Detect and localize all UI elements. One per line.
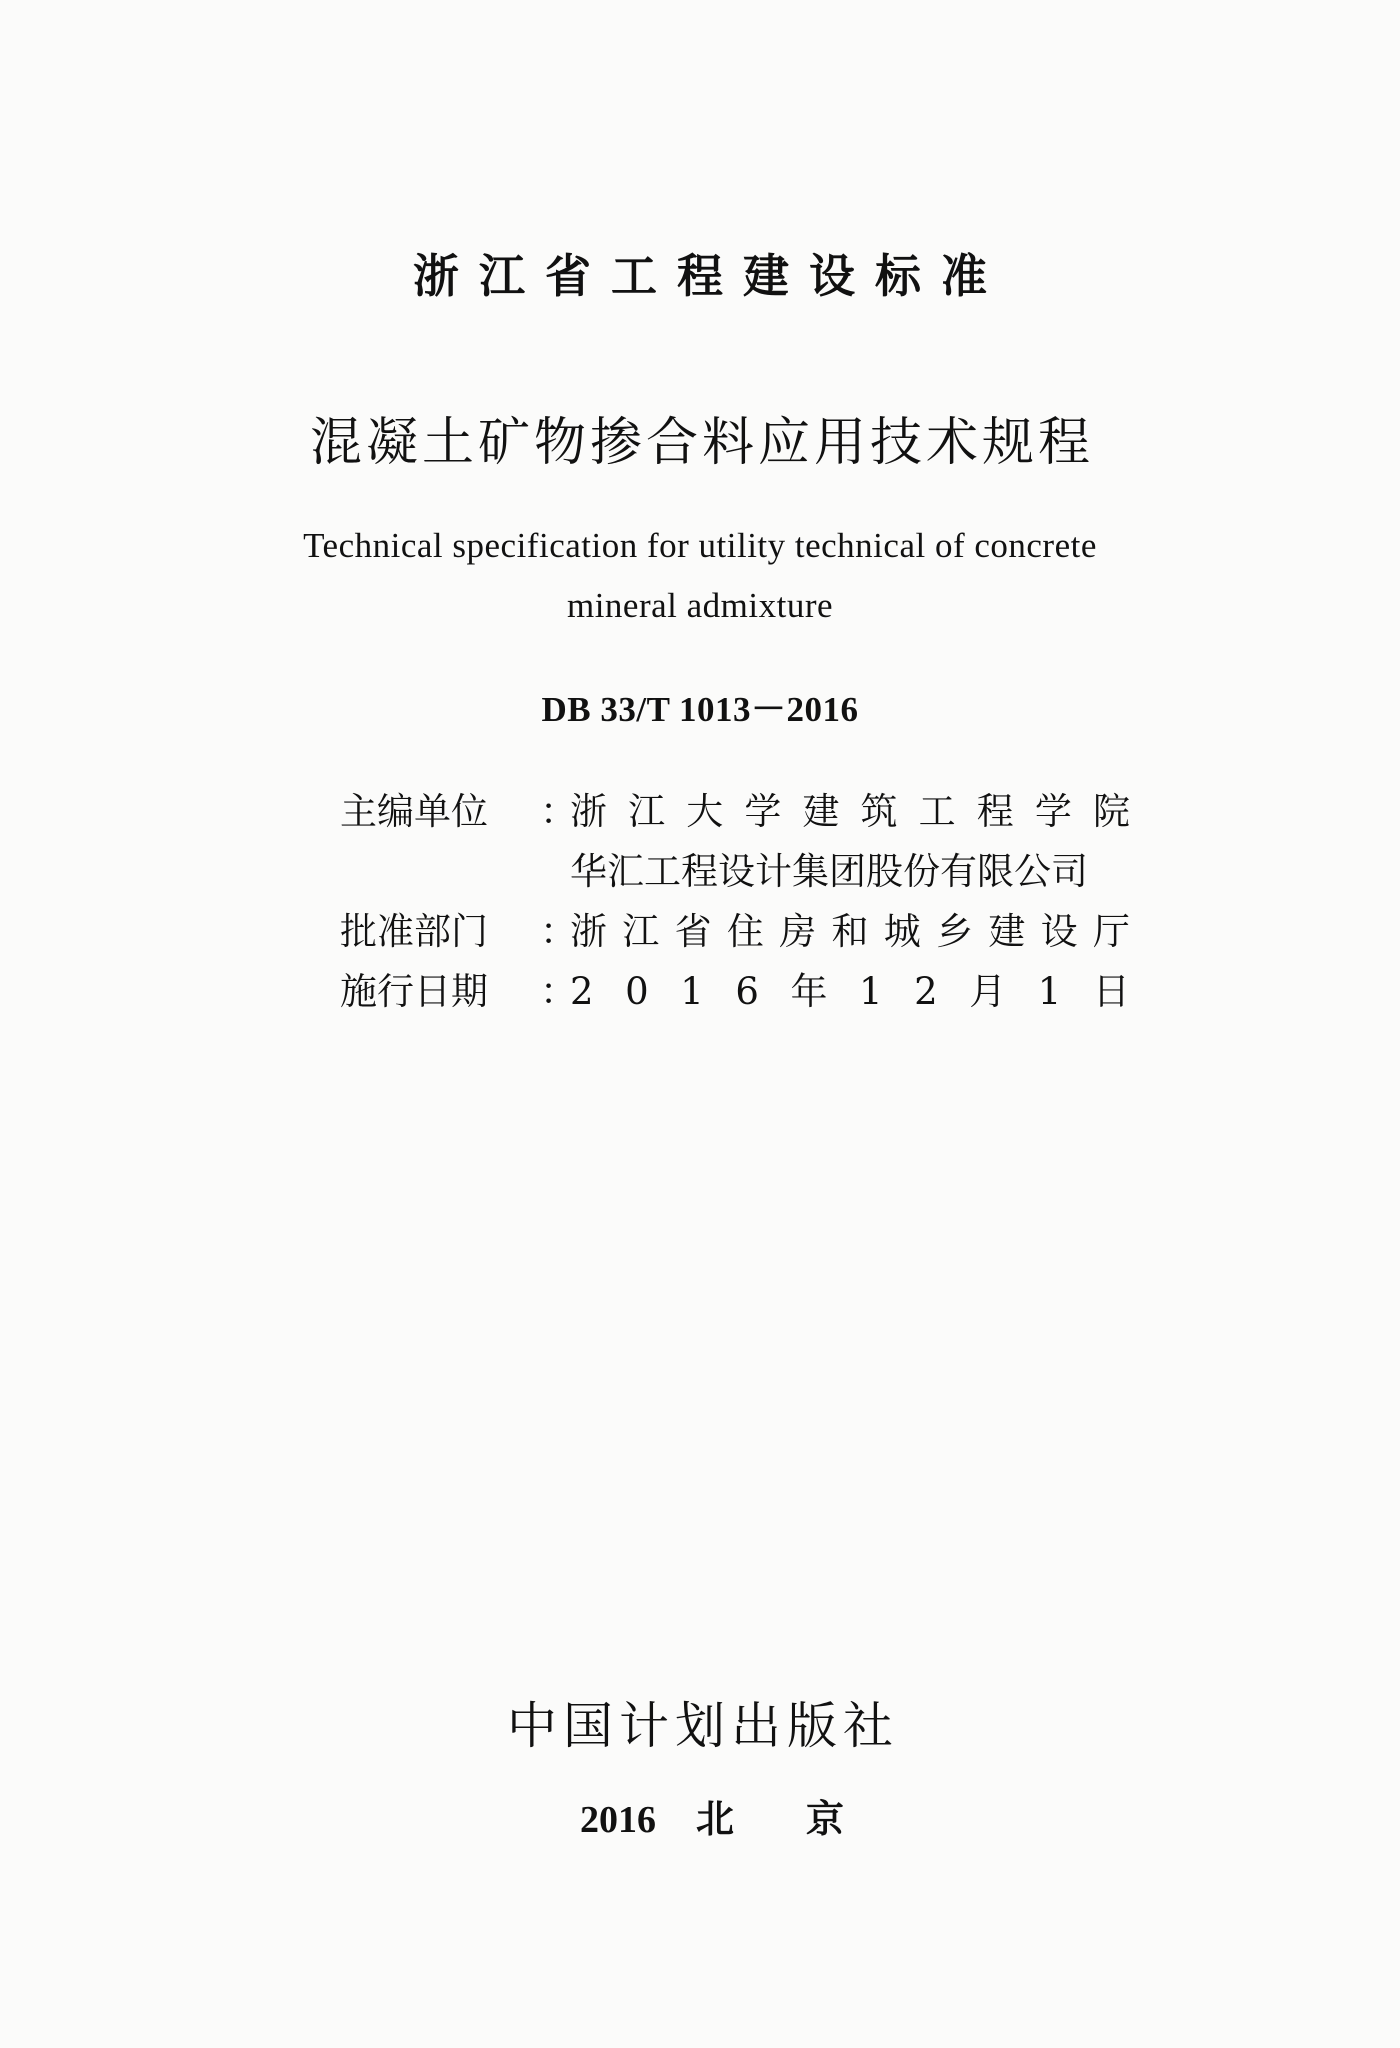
info-value-char: 筑 bbox=[860, 790, 898, 833]
english-title-line-1: Technical specification for utility technical of concrete bbox=[303, 526, 1097, 565]
info-value-char: 1 bbox=[1037, 970, 1062, 1013]
info-row-editor bbox=[340, 782, 1130, 842]
info-value-char: 工 bbox=[918, 790, 956, 833]
main-title-cn: 混凝土矿物掺合料应用技术规程 bbox=[309, 413, 1094, 473]
info-row-effective-date bbox=[340, 962, 1130, 1022]
standard-number: DB 33/T 1013－2016 bbox=[541, 690, 859, 729]
info-value-char: 6 bbox=[735, 970, 759, 1013]
info-value-char: 设 bbox=[1040, 910, 1078, 953]
info-value-char: 2 bbox=[570, 970, 594, 1013]
info-value-char: 学 bbox=[744, 790, 782, 833]
info-value-char: 浙 bbox=[570, 910, 607, 953]
info-value-char: 大 bbox=[686, 790, 724, 833]
info-value-char: 2 bbox=[914, 970, 938, 1013]
info-value-char: 建 bbox=[988, 910, 1026, 953]
publisher-name: 中国计划出版社 bbox=[507, 1697, 899, 1755]
info-value-effective-date bbox=[570, 962, 1130, 1022]
info-label-approver: 批准部门 bbox=[340, 910, 488, 953]
info-colon: ： bbox=[540, 910, 577, 953]
info-value-char: 院 bbox=[1092, 790, 1130, 833]
info-value-char: 浙 bbox=[570, 790, 607, 833]
info-label-spacer bbox=[340, 842, 540, 902]
info-value-char: 建 bbox=[802, 790, 840, 833]
info-value-char: 江 bbox=[628, 790, 666, 833]
info-value-char: 住 bbox=[726, 910, 764, 953]
info-value-char: 0 bbox=[625, 970, 649, 1013]
info-value-char: 江 bbox=[622, 910, 660, 953]
info-colon: ： bbox=[540, 970, 577, 1013]
info-label-effective-date: 施行日期 bbox=[340, 970, 488, 1013]
info-value-editor-1 bbox=[570, 782, 1130, 842]
info-block bbox=[340, 782, 1130, 1022]
info-value-char: 年 bbox=[790, 970, 828, 1013]
info-colon-spacer bbox=[540, 842, 570, 902]
info-value-approver bbox=[570, 902, 1130, 962]
info-row-approver bbox=[340, 902, 1130, 962]
info-value-char: 省 bbox=[674, 910, 712, 953]
info-value-char: 日 bbox=[1092, 970, 1130, 1013]
publication-city: 北京 bbox=[696, 1797, 917, 1841]
publication-year: 2016 bbox=[580, 1799, 656, 1841]
info-label-editor: 主编单位 bbox=[340, 790, 488, 833]
english-title bbox=[0, 516, 1400, 636]
info-colon: ： bbox=[540, 790, 577, 833]
info-value-char: 学 bbox=[1034, 790, 1072, 833]
info-value-char: 乡 bbox=[936, 910, 974, 953]
info-value-char: 和 bbox=[831, 910, 869, 953]
info-value-char: 1 bbox=[859, 970, 883, 1013]
info-value-char: 城 bbox=[883, 910, 921, 953]
info-value-editor-2: 华汇工程设计集团股份有限公司 bbox=[570, 850, 1088, 893]
publication-line bbox=[580, 1788, 916, 1843]
series-title: 浙江省工程建设标准 bbox=[413, 249, 1007, 303]
info-value-char: 厅 bbox=[1092, 910, 1130, 953]
english-title-line-2: mineral admixture bbox=[566, 586, 834, 625]
info-value-char: 程 bbox=[976, 790, 1014, 833]
info-value-char: 1 bbox=[680, 970, 704, 1013]
info-row-editor-2 bbox=[340, 842, 1130, 902]
info-value-char: 月 bbox=[969, 970, 1007, 1013]
info-value-char: 房 bbox=[779, 910, 817, 953]
